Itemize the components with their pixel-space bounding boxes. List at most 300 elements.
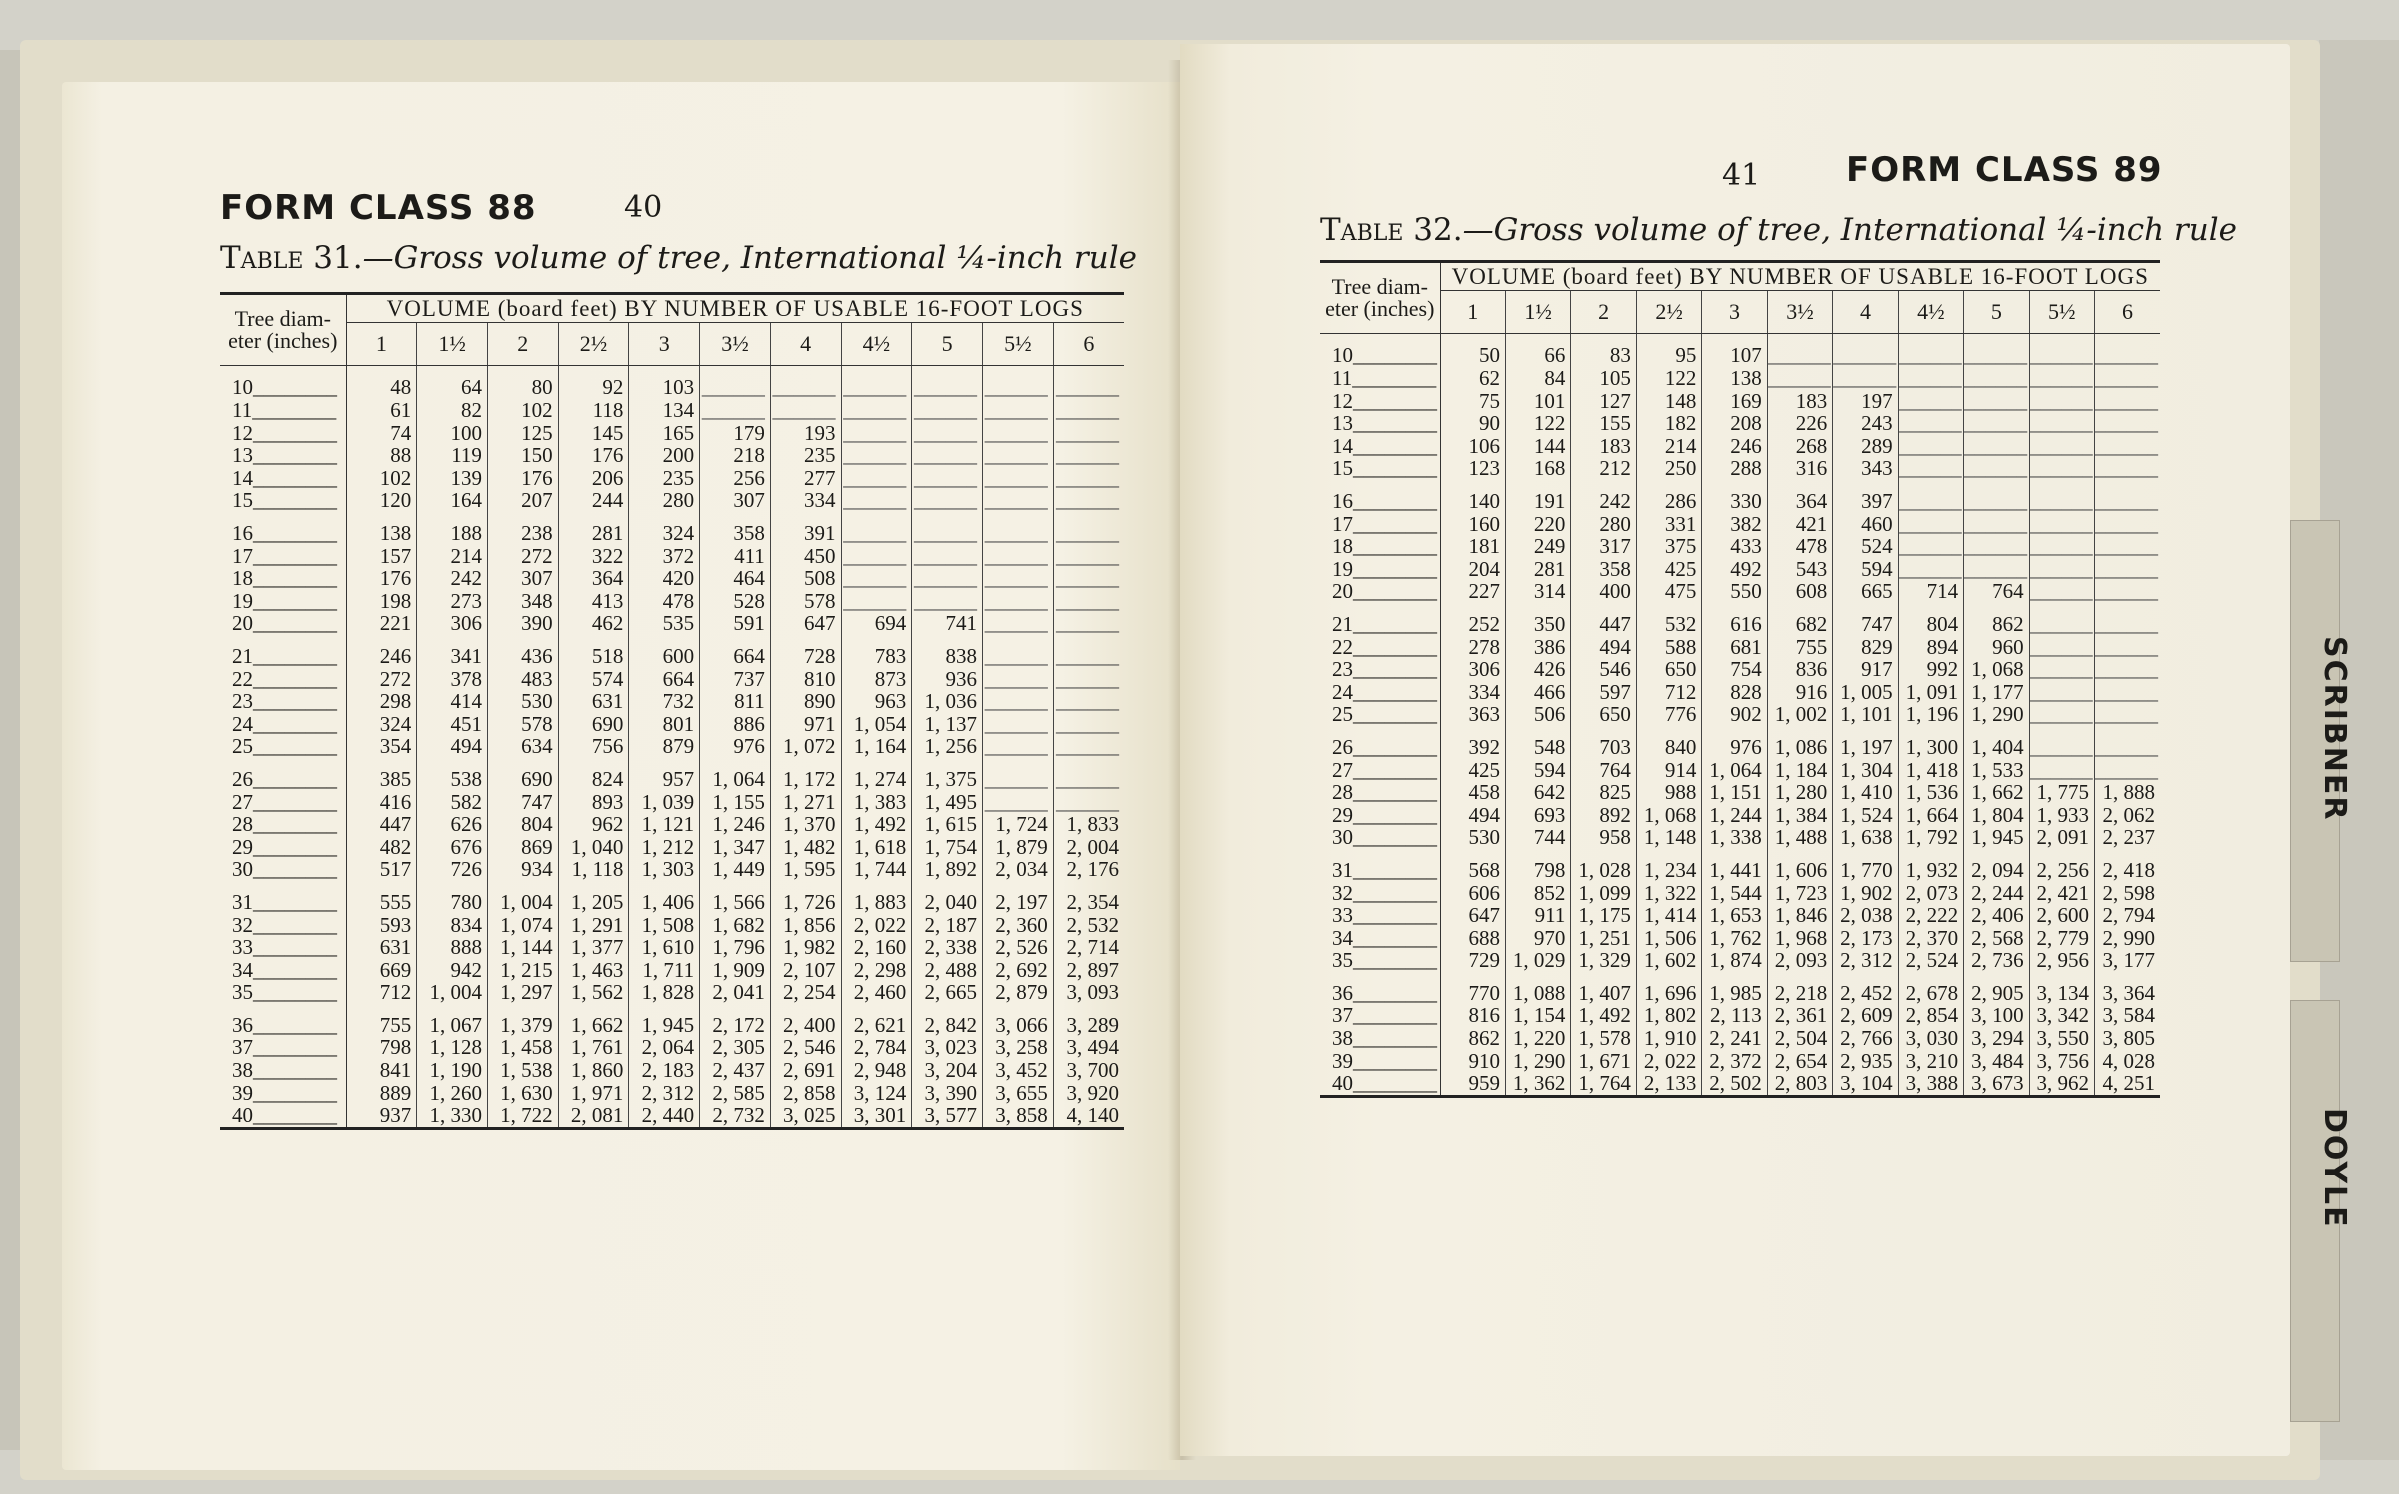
volume-cell: 1, 072 (770, 735, 841, 758)
volume-cell: ______ (2029, 634, 2093, 659)
volume-cell: 3, 673 (1964, 1072, 2029, 1096)
volume-cell: ______ (982, 422, 1053, 445)
volume-cell: 139 (417, 467, 488, 490)
volume-cell: 2, 935 (1833, 1050, 1898, 1073)
volume-cell: 530 (487, 690, 558, 713)
volume-cell: 1, 888 (2095, 781, 2160, 804)
volume-cell: ______ (2095, 579, 2159, 604)
volume-cell: 2, 546 (770, 1036, 841, 1059)
volume-cell: 992 (1898, 658, 1963, 681)
volume-cell: ______ (1053, 366, 1124, 399)
volume-cell: 1, 488 (1767, 826, 1832, 849)
volume-cell: ______ (912, 467, 983, 490)
volume-cell: 2, 361 (1767, 1004, 1832, 1027)
volume-cell: 307 (487, 567, 558, 590)
volume-cell: 1, 538 (487, 1059, 558, 1082)
volume-cell: 824 (558, 758, 629, 791)
volume-cell: 942 (417, 959, 488, 982)
volume-cell: ______ (1053, 791, 1124, 814)
volume-cell: 1, 205 (558, 881, 629, 914)
diameter-cell: 11________ (1320, 367, 1440, 390)
table-row (1320, 535, 2160, 558)
volume-cell: 3, 177 (2095, 949, 2160, 972)
volume-cell: 1, 449 (700, 858, 771, 881)
volume-cell: 382 (1702, 513, 1767, 536)
volume-cell: 3, 025 (770, 1104, 841, 1128)
volume-cell: 1, 802 (1636, 1004, 1701, 1027)
volume-cell: 1, 040 (558, 836, 629, 859)
volume-cell: 350 (1505, 603, 1570, 636)
table-row (1320, 781, 2160, 804)
volume-cell: 358 (1571, 558, 1636, 581)
volume-cell: 1, 910 (1636, 1027, 1701, 1050)
volume-cell: 1, 068 (1964, 658, 2029, 681)
volume-cell: 155 (1571, 412, 1636, 435)
diameter-cell: 34________ (1320, 927, 1440, 950)
volume-cell: 1, 508 (629, 914, 700, 937)
volume-cell: 2, 022 (1636, 1050, 1701, 1073)
volume-cell: ______ (982, 590, 1053, 613)
volume-cell: 756 (558, 735, 629, 758)
volume-cell: 3, 962 (2029, 1072, 2094, 1096)
diameter-cell: 11________ (220, 399, 346, 422)
volume-cell: 1, 121 (629, 813, 700, 836)
volume-cell: 829 (1833, 636, 1898, 659)
volume-cell: 2, 418 (2095, 849, 2160, 882)
volume-cell: 650 (1636, 658, 1701, 681)
volume-cell: 910 (1440, 1050, 1505, 1073)
volume-cell: ______ (2095, 334, 2160, 367)
volume-cell: 3, 805 (2095, 1027, 2160, 1050)
volume-cell: 811 (700, 690, 771, 713)
volume-cell: 1, 945 (629, 1004, 700, 1037)
volume-cell: 600 (629, 635, 700, 668)
volume-cell: 2, 041 (700, 981, 771, 1004)
volume-cell: 1, 724 (982, 813, 1053, 836)
volume-cell: 120 (346, 489, 417, 512)
volume-cell: 2, 312 (1833, 949, 1898, 972)
volume-cell: 1, 874 (1702, 949, 1767, 972)
volume-cell: 84 (1505, 367, 1570, 390)
volume-cell: 364 (558, 567, 629, 590)
volume-cell: 3, 289 (1053, 1004, 1124, 1037)
volume-cell: 421 (1767, 513, 1832, 536)
volume-cell: 80 (487, 366, 558, 399)
diameter-cell: 17________ (1320, 513, 1440, 536)
volume-cell: 235 (770, 444, 841, 467)
volume-cell: 2, 338 (912, 936, 983, 959)
volume-cell: 416 (346, 791, 417, 814)
volume-cell: 272 (487, 545, 558, 568)
volume-cell: 804 (487, 813, 558, 836)
volume-cell: 780 (417, 881, 488, 914)
table-row (1320, 681, 2160, 704)
diameter-cell: 23________ (220, 690, 346, 713)
volume-cell: 2, 160 (841, 936, 912, 959)
volume-cell: 634 (487, 735, 558, 758)
volume-cell: 2, 400 (770, 1004, 841, 1037)
diameter-cell: 29________ (220, 836, 346, 859)
volume-cell: ______ (982, 567, 1053, 590)
volume-cell: 280 (629, 489, 700, 512)
volume-cell: 458 (1440, 781, 1505, 804)
volume-cell: 316 (1767, 457, 1832, 480)
volume-cell: 1, 458 (487, 1036, 558, 1059)
volume-cell: ______ (2029, 334, 2094, 367)
volume-cell: ______ (2029, 679, 2093, 704)
volume-cell: 801 (629, 713, 700, 736)
volume-cell: 681 (1702, 636, 1767, 659)
volume-cell: 2, 600 (2029, 904, 2094, 927)
volume-cell: 3, 577 (912, 1104, 983, 1128)
volume-cell: 1, 602 (1636, 949, 1701, 972)
volume-cell: 755 (1767, 636, 1832, 659)
volume-cell: 548 (1505, 726, 1570, 759)
volume-cell: 2, 237 (2095, 826, 2160, 849)
table-row (1320, 703, 2160, 726)
volume-cell: ______ (2095, 388, 2159, 413)
volume-cell: 450 (770, 545, 841, 568)
table-row (220, 914, 1124, 937)
volume-cell: 729 (1440, 949, 1505, 972)
volume-cell: 1, 300 (1898, 726, 1963, 759)
volume-cell: 2, 858 (770, 1082, 841, 1105)
volume-cell: 281 (1505, 558, 1570, 581)
volume-cell: 306 (417, 612, 488, 635)
volume-cell: 83 (1571, 334, 1636, 367)
volume-cell: 48 (346, 366, 417, 399)
volume-cell: 102 (487, 399, 558, 422)
volume-cell: 1, 726 (770, 881, 841, 914)
volume-cell: 1, 524 (1833, 804, 1898, 827)
volume-cell: 873 (841, 668, 912, 691)
volume-cell: 650 (1571, 703, 1636, 726)
volume-cell: 62 (1440, 367, 1505, 390)
volume-cell: 306 (1440, 658, 1505, 681)
volume-cell: 957 (629, 758, 700, 791)
volume-cell: 334 (1440, 681, 1505, 704)
volume-cell: 2, 218 (1767, 972, 1832, 1005)
volume-cell: 1, 723 (1767, 882, 1832, 905)
volume-cell: 862 (1440, 1027, 1505, 1050)
volume-cell: 606 (1440, 882, 1505, 905)
volume-cell: 517 (346, 858, 417, 881)
volume-cell: 451 (417, 713, 488, 736)
volume-cell: 268 (1767, 435, 1832, 458)
diameter-cell: 14________ (220, 467, 346, 490)
volume-cell: 2, 372 (1702, 1050, 1767, 1073)
volume-cell: 2, 621 (841, 1004, 912, 1037)
volume-cell: 703 (1571, 726, 1636, 759)
volume-cell: 101 (1505, 390, 1570, 413)
volume-cell: ______ (1964, 366, 2028, 391)
table-row (1320, 390, 2160, 413)
volume-cell: 1, 578 (1571, 1027, 1636, 1050)
volume-cell: 1, 662 (558, 1004, 629, 1037)
volume-cell: 150 (487, 444, 558, 467)
volume-cell: 1, 256 (912, 735, 983, 758)
diameter-cell: 36________ (220, 1004, 346, 1037)
table-row (220, 690, 1124, 713)
volume-cell: 220 (1505, 513, 1570, 536)
volume-cell: 425 (1636, 558, 1701, 581)
volume-cell: 181 (1440, 535, 1505, 558)
table-caption (1320, 212, 2237, 248)
volume-cell: 1, 280 (1767, 781, 1832, 804)
volume-cell: 238 (487, 512, 558, 545)
volume-cell: ______ (2029, 480, 2094, 513)
volume-cell: 2, 093 (1767, 949, 1832, 972)
volume-cell: 2, 854 (1898, 1004, 1963, 1027)
column-header: 2 (1571, 291, 1636, 334)
table-row (220, 758, 1124, 791)
volume-cell: 937 (346, 1104, 417, 1128)
volume-cell: 1, 770 (1833, 849, 1898, 882)
column-header: 2½ (558, 323, 629, 366)
volume-cell: 107 (1702, 334, 1767, 367)
column-header: 1½ (1505, 291, 1570, 334)
volume-cell: 179 (700, 422, 771, 445)
volume-cell: 2, 073 (1898, 882, 1963, 905)
volume-cell: 1, 036 (912, 690, 983, 713)
volume-cell: ______ (1964, 334, 2029, 367)
volume-cell: 862 (1964, 603, 2029, 636)
volume-cell: 50 (1440, 334, 1505, 367)
volume-cell: 593 (346, 914, 417, 937)
volume-cell: ______ (912, 545, 983, 568)
volume-cell: ______ (2095, 411, 2159, 436)
volume-cell: 631 (346, 936, 417, 959)
left-page (62, 82, 1180, 1470)
volume-cell: 1, 002 (1767, 703, 1832, 726)
volume-cell: 550 (1702, 580, 1767, 603)
volume-cell: 82 (417, 399, 488, 422)
diameter-cell: 28________ (1320, 781, 1440, 804)
volume-cell: ______ (1053, 735, 1124, 758)
volume-cell: 1, 338 (1702, 826, 1767, 849)
volume-cell: 324 (346, 713, 417, 736)
volume-cell: 1, 492 (1571, 1004, 1636, 1027)
volume-cell: 2, 173 (1833, 927, 1898, 950)
volume-cell: 828 (1702, 681, 1767, 704)
volume-cell: 3, 364 (2095, 972, 2160, 1005)
volume-cell: 1, 064 (700, 758, 771, 791)
volume-cell: 2, 502 (1702, 1072, 1767, 1096)
volume-cell: 106 (1440, 435, 1505, 458)
volume-cell: 3, 655 (982, 1082, 1053, 1105)
volume-cell: ______ (2095, 556, 2159, 581)
volume-cell: 372 (629, 545, 700, 568)
volume-cell: 314 (1505, 580, 1570, 603)
volume-cell: 478 (629, 590, 700, 613)
volume-cell: 2, 094 (1964, 849, 2029, 882)
volume-cell: 886 (700, 713, 771, 736)
volume-cell: 1, 246 (700, 813, 771, 836)
volume-cell: 1, 151 (1702, 781, 1767, 804)
diameter-cell: 22________ (1320, 636, 1440, 659)
volume-cell: 1, 303 (629, 858, 700, 881)
volume-cell: 647 (770, 612, 841, 635)
volume-cell: 2, 948 (841, 1059, 912, 1082)
volume-cell: ______ (1053, 713, 1124, 736)
volume-cell: ______ (2029, 657, 2093, 682)
volume-cell: 288 (1702, 457, 1767, 480)
volume-cell: 122 (1505, 412, 1570, 435)
volume-cell: 125 (487, 422, 558, 445)
volume-cell: ______ (2029, 456, 2093, 481)
volume-cell: 582 (417, 791, 488, 814)
volume-cell: ______ (1053, 444, 1124, 467)
volume-cell: 1, 630 (487, 1082, 558, 1105)
diameter-cell: 23________ (1320, 658, 1440, 681)
diameter-cell: 27________ (220, 791, 346, 814)
volume-cell: 2, 305 (700, 1036, 771, 1059)
volume-cell: ______ (2095, 480, 2160, 513)
volume-cell: ______ (2029, 757, 2093, 782)
volume-cell: 1, 744 (841, 858, 912, 881)
table-row (220, 635, 1124, 668)
volume-cell: 2, 370 (1898, 927, 1963, 950)
volume-cell: 518 (558, 635, 629, 668)
volume-cell: 2, 064 (629, 1036, 700, 1059)
volume-cell: 1, 492 (841, 813, 912, 836)
volume-cell: ______ (1898, 433, 1962, 458)
volume-cell: 2, 197 (982, 881, 1053, 914)
diameter-cell: 24________ (1320, 681, 1440, 704)
volume-cell: 1, 463 (558, 959, 629, 982)
volume-cell: 1, 054 (841, 713, 912, 736)
volume-cell: 127 (1571, 390, 1636, 413)
volume-cell: ______ (982, 612, 1053, 635)
volume-cell: 386 (1505, 636, 1570, 659)
volume-cell: 212 (1571, 457, 1636, 480)
diameter-cell: 15________ (1320, 457, 1440, 480)
diameter-header: Tree diam-eter (inches) (220, 294, 346, 366)
volume-cell: ______ (841, 399, 912, 422)
column-header: 4½ (1898, 291, 1963, 334)
volume-cell: 3, 584 (2095, 1004, 2160, 1027)
volume-cell: 3, 104 (1833, 1072, 1898, 1096)
volume-cell: 483 (487, 668, 558, 691)
volume-cell: 1, 290 (1964, 703, 2029, 726)
volume-cell: 2, 665 (912, 981, 983, 1004)
volume-cell: 3, 210 (1898, 1050, 1963, 1073)
volume-cell: ______ (912, 422, 983, 445)
volume-cell: 144 (1505, 435, 1570, 458)
volume-cell: 2, 598 (2095, 882, 2160, 905)
volume-table (220, 292, 1124, 1130)
volume-cell: 1, 407 (1571, 972, 1636, 1005)
volume-cell: 2, 524 (1898, 949, 1963, 972)
volume-cell: 246 (1702, 435, 1767, 458)
volume-cell: 183 (1571, 435, 1636, 458)
volume-cell: 494 (417, 735, 488, 758)
volume-cell: ______ (841, 545, 912, 568)
volume-cell: 890 (770, 690, 841, 713)
volume-cell: 198 (346, 590, 417, 613)
volume-cell: 2, 460 (841, 981, 912, 1004)
volume-cell: 2, 692 (982, 959, 1053, 982)
volume-cell: 960 (1964, 636, 2029, 659)
volume-cell: 1, 175 (1571, 904, 1636, 927)
table-row (220, 858, 1124, 881)
volume-cell: 249 (1505, 535, 1570, 558)
volume-cell: 183 (1767, 390, 1832, 413)
column-header: 6 (1053, 323, 1124, 366)
volume-cell: 608 (1767, 580, 1832, 603)
volume-cell: ______ (1053, 422, 1124, 445)
volume-cell: 447 (1571, 603, 1636, 636)
volume-cell: 1, 406 (629, 881, 700, 914)
diameter-cell: 39________ (1320, 1050, 1440, 1073)
table-row (220, 1004, 1124, 1037)
column-header: 4½ (841, 323, 912, 366)
volume-cell: 1, 985 (1702, 972, 1767, 1005)
volume-cell: 100 (417, 422, 488, 445)
volume-cell: 2, 504 (1767, 1027, 1832, 1050)
volume-cell: 538 (417, 758, 488, 791)
volume-cell: 976 (1702, 726, 1767, 759)
volume-cell: ______ (1053, 758, 1124, 791)
volume-cell: 1, 833 (1053, 813, 1124, 836)
volume-cell: 2, 354 (1053, 881, 1124, 914)
volume-cell: 1, 377 (558, 936, 629, 959)
volume-cell: 289 (1833, 435, 1898, 458)
diameter-cell: 31________ (1320, 849, 1440, 882)
volume-cell: 123 (1440, 457, 1505, 480)
volume-cell: 528 (700, 590, 771, 613)
volume-cell: ______ (912, 512, 983, 545)
volume-cell: ______ (770, 366, 841, 399)
table-row (1320, 603, 2160, 636)
volume-cell: 2, 113 (1702, 1004, 1767, 1027)
volume-cell: 119 (417, 444, 488, 467)
volume-cell: 105 (1571, 367, 1636, 390)
volume-cell: 894 (1898, 636, 1963, 659)
volume-cell: 747 (1833, 603, 1898, 636)
volume-cell: 3, 756 (2029, 1050, 2094, 1073)
volume-cell: 2, 842 (912, 1004, 983, 1037)
volume-cell: ______ (2029, 511, 2093, 536)
column-header: 2 (487, 323, 558, 366)
volume-cell: 1, 234 (1636, 849, 1701, 882)
volume-cell: 1, 410 (1833, 781, 1898, 804)
volume-cell: 3, 858 (982, 1104, 1053, 1128)
volume-cell: 197 (1833, 390, 1898, 413)
volume-cell: 1, 562 (558, 981, 629, 1004)
volume-cell: 3, 920 (1053, 1082, 1124, 1105)
volume-cell: ______ (912, 567, 983, 590)
volume-cell: 4, 251 (2095, 1072, 2160, 1096)
volume-cell: ______ (1898, 388, 1962, 413)
volume-cell: ______ (841, 489, 912, 512)
volume-cell: 221 (346, 612, 417, 635)
table-row (220, 444, 1124, 467)
volume-cell: ______ (2029, 433, 2093, 458)
table-row (220, 590, 1124, 613)
table-row (1320, 904, 2160, 927)
volume-cell: 889 (346, 1082, 417, 1105)
volume-cell: 3, 124 (841, 1082, 912, 1105)
volume-cell: 1, 004 (417, 981, 488, 1004)
volume-cell: 3, 258 (982, 1036, 1053, 1059)
volume-cell: 693 (1505, 804, 1570, 827)
volume-cell: 2, 585 (700, 1082, 771, 1105)
volume-cell: 888 (417, 936, 488, 959)
diameter-cell: 38________ (1320, 1027, 1440, 1050)
volume-cell: 243 (1833, 412, 1898, 435)
column-header: 6 (2095, 291, 2160, 334)
